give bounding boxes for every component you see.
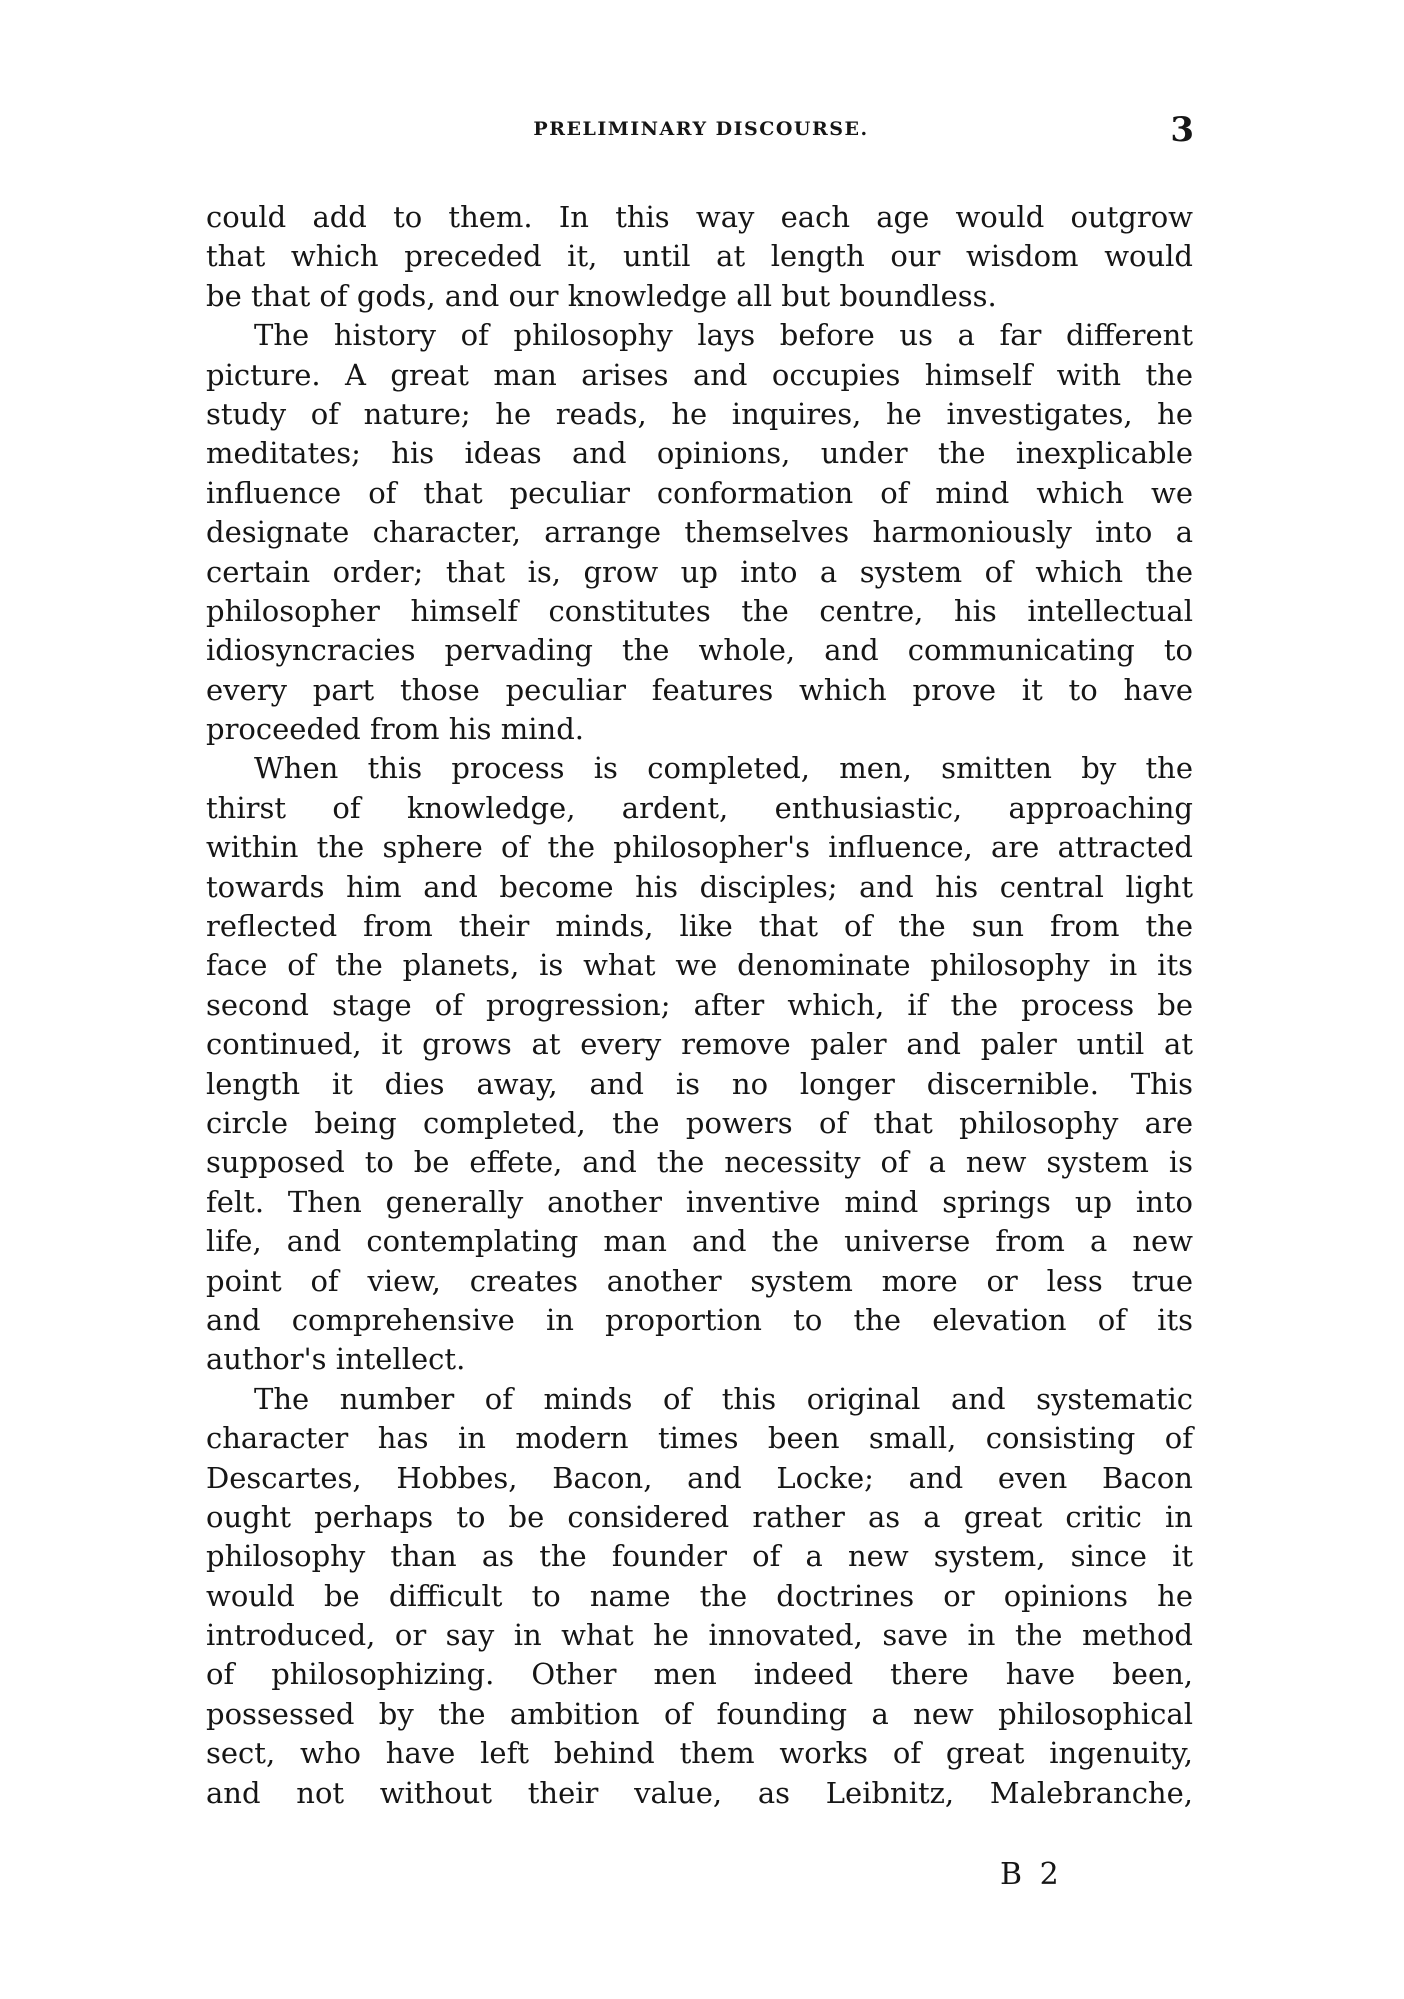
text-line: introduced, or say in what he innovated, save in the method [206,1618,1193,1653]
paragraph-first-line: The number of minds of this original and systematic [254,1381,1193,1416]
text-line: thirst of knowledge, ardent, enthusiastic, approaching [206,790,1193,825]
text-line: of philosophizing. Other men indeed there have been, [206,1657,1193,1692]
text-line: towards him and become his disciples; and his central light [206,869,1193,904]
running-head [208,110,1194,158]
text-line: face of the planets, is what we denominate philosophy in its [206,948,1193,983]
text-line: that which preceded it, until at length our wisdom would [206,239,1193,274]
paragraph-first-line: The history of philosophy lays before us a far different [254,318,1193,353]
text-line: felt. Then generally another inventive mind springs up into [206,1184,1193,1219]
text-line: meditates; his ideas and opinions, under the inexplicable [206,436,1193,471]
text-line: possessed by the ambition of founding a new philosophical [206,1696,1193,1731]
text-line: reflected from their minds, like that of the sun from the [206,909,1193,944]
text-line: Descartes, Hobbes, Bacon, and Locke; and even Bacon [206,1460,1193,1495]
body-text [206,198,1193,1813]
text-line: life, and contemplating man and the universe from a new [206,1224,1193,1259]
text-line: and not without their value, as Leibnitz, Malebranche, [206,1775,1193,1810]
text-line: every part those peculiar features which prove it to have [206,672,1193,707]
text-line: could add to them. In this way each age would outgrow [206,200,1193,234]
paragraph-first-line: When this process is completed, men, smitten by the [254,751,1193,786]
text-line: point of view, creates another system more or less true [206,1263,1193,1298]
text-line: continued, it grows at every remove paler and paler until at [206,1027,1193,1062]
text-line: within the sphere of the philosopher's influence, are attracted [206,830,1193,865]
text-line: proceeded from his mind. [206,712,585,747]
text-line: picture. A great man arises and occupies himself with the [206,357,1193,392]
text-line: length it dies away, and is no longer discernible. This [206,1066,1193,1101]
text-line: sect, who have left behind them works of great ingenuity, [206,1736,1193,1771]
text-line: philosophy than as the founder of a new system, since it [206,1539,1193,1574]
text-line: character has in modern times been small, consisting of [206,1421,1193,1456]
text-line: be that of gods, and our knowledge all but boundless. [206,278,997,313]
text-line: philosopher himself constitutes the centre, his intellectual [206,593,1193,628]
running-title: PRELIMINARY DISCOURSE. [533,118,869,140]
text-line: idiosyncracies pervading the whole, and communicating to [206,633,1193,668]
text-line: influence of that peculiar conformation of mind which we [206,475,1193,510]
text-line: second stage of progression; after which, if the process be [206,987,1193,1022]
text-line: and comprehensive in proportion to the elevation of its [206,1302,1193,1337]
signature-mark: B 2 [1000,1857,1063,1892]
text-line: circle being completed, the powers of that philosophy are [206,1105,1193,1140]
text-line: supposed to be effete, and the necessity of a new system is [206,1145,1193,1180]
text-line: would be difficult to name the doctrines or opinions he [206,1578,1193,1613]
page-number: 3 [1170,110,1194,150]
text-line: certain order; that is, grow up into a system of which the [206,554,1193,589]
text-line: study of nature; he reads, he inquires, he investigates, he [206,396,1193,431]
text-line: ought perhaps to be considered rather as a great critic in [206,1499,1193,1534]
text-line: author's intellect. [206,1342,466,1377]
text-line: designate character, arrange themselves harmoniously into a [206,515,1193,550]
